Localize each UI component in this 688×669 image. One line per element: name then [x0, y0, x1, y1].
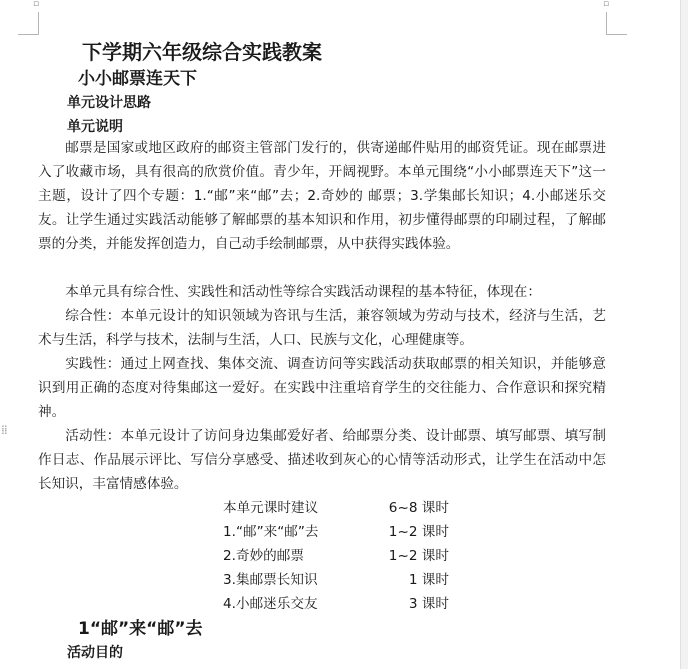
schedule-hours: 1~2 课时 — [388, 524, 449, 540]
schedule-table — [223, 496, 453, 616]
schedule-row — [223, 544, 453, 568]
schedule-label: 4.小邮迷乐交友 — [223, 596, 318, 612]
paragraph-activity: 活动性：本单元设计了访问身边集邮爱好者、给邮票分类、设计邮票、填写邮票、填写制作日志、作品展示评比、写信分享感受、描述收到灰心的心情等活动形式，让学生在活动中怎长知识，丰富情感体验。 — [38, 428, 606, 492]
schedule-label: 1.“邮”来“邮”去 — [223, 524, 319, 540]
schedule-row — [223, 568, 453, 592]
document-subtitle: 小小邮票连天下 — [78, 69, 197, 89]
crop-mark-top-right — [606, 12, 627, 35]
document-title: 下学期六年级综合实践教案 — [82, 40, 322, 64]
paragraph-practical: 实践性：通过上网查找、集体交流、调查访问等实践活动获取邮票的相关知识，并能够意识到用正确的态度对待集邮这一爱好。在实践中注重培育学生的交往能力、合作意识和探究精神。 — [38, 356, 606, 420]
schedule-hours: 6~8 课时 — [388, 500, 449, 516]
section-heading-intro: 单元说明 — [67, 119, 123, 135]
schedule-row — [223, 520, 453, 544]
schedule-hours: 1~2 课时 — [388, 548, 449, 564]
vertical-scrollbar[interactable] — [680, 0, 688, 669]
schedule-hours: 1 课时 — [408, 572, 449, 588]
section-heading-design: 单元设计思路 — [67, 95, 151, 111]
activity-goal-heading: 活动目的 — [67, 645, 123, 661]
paragraph-features: 本单元具有综合性、实践性和活动性等综合实践活动课程的基本特征，体现在： — [65, 284, 541, 300]
schedule-row — [223, 592, 453, 616]
paragraph-intro: 邮票是国家或地区政府的邮资主管部门发行的，供寄递邮件贴用的邮资凭证。现在邮票进入了收藏市场，具有很高的欣赏价值。青少年，开阔视野。本单元围绕“小小邮票连天下”这一主题，设计了四个专题：1.“邮”来“邮”去；2.奇妙的 邮票；3.学集邮长知识；4.小邮迷乐交友。让学生通过实践活动能够了解邮票的基本知识和作用，初步懂得邮票的印刷过程，了解邮票的分类，并能发挥创造力，自己动手绘制邮票，从中获得实践体验。 — [38, 140, 606, 252]
schedule-label: 本单元课时建议 — [223, 500, 319, 516]
drag-handle-icon[interactable]: ⁞⁞ — [1, 423, 7, 437]
paragraph-comprehensive: 综合性：本单元设计的知识领域为咨讯与生活，兼容领域为劳动与技术，经济与生活，艺术与生活，科学与技术，法制与生活，人口、民族与文化，心理健康等。 — [38, 308, 606, 348]
ruler-marker-right-icon[interactable]: ▫ — [603, 0, 610, 9]
crop-mark-top-left — [18, 12, 39, 35]
ruler-marker-left-icon[interactable]: ▫ — [33, 0, 40, 9]
schedule-label: 2.奇妙的邮票 — [223, 548, 304, 564]
schedule-hours: 3 课时 — [408, 596, 449, 612]
schedule-label: 3.集邮票长知识 — [223, 572, 318, 588]
lesson-heading: 1“邮”来“邮”去 — [78, 619, 203, 639]
schedule-row — [223, 496, 453, 520]
